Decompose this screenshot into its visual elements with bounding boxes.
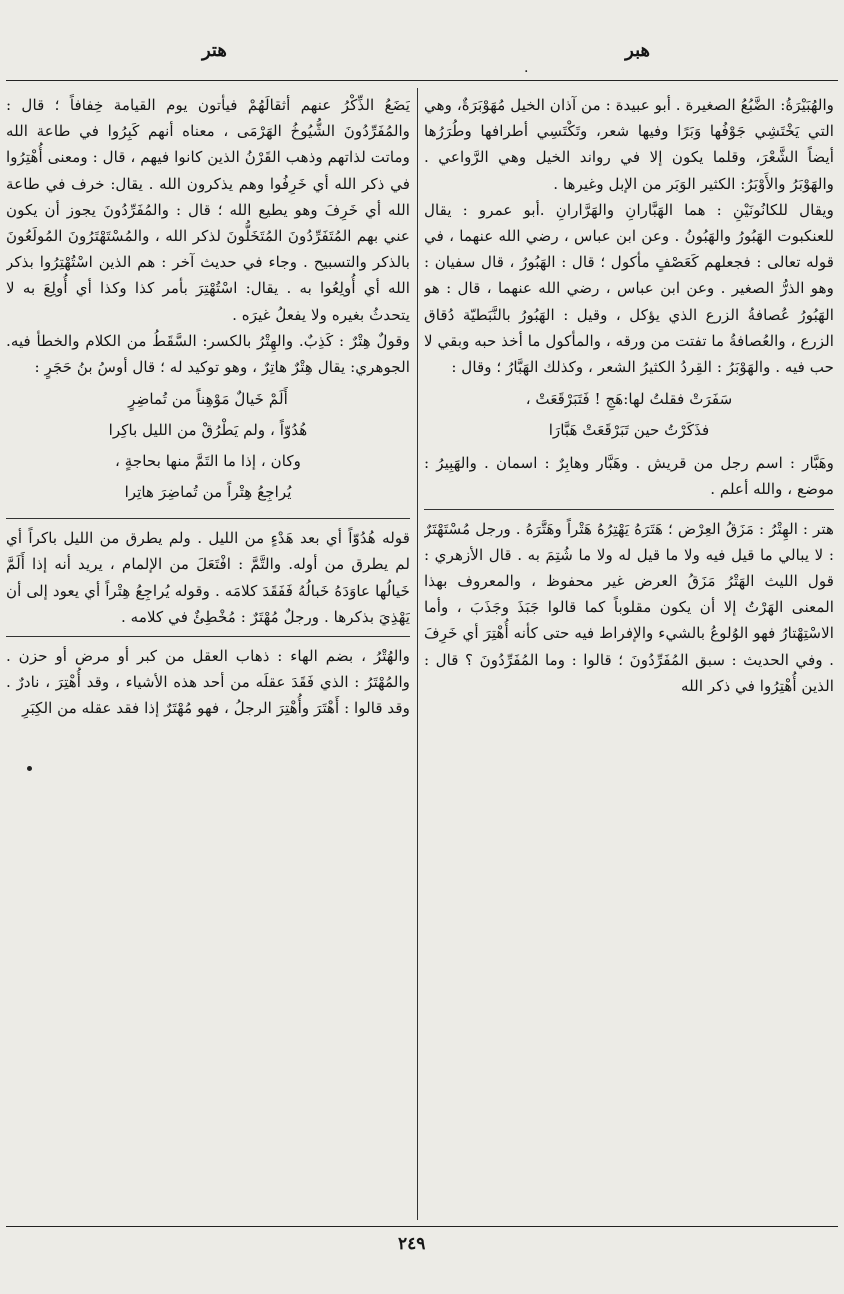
right-column [424, 92, 834, 1220]
left-column [6, 92, 410, 1220]
verse-block [6, 380, 410, 512]
entry-paragraph: هتر : الهِتْرُ : مَزَقُ العِرْض ؛ هَتَرَهُ يَهْتِرُهُ هَتْراً وهَتَّرَهُ . ورجل مُسْتَهْتَرٌ : لا يبالي ما قيل فيه ولا ما قيل له ولا ما شُتِمَ به . قال الأزهري : قول الليث الهَتْرُ مَزَقُ العرض غير محفوظ ، والمعروف بهذا المعنى الهَرْتُ إلا أن يكون مقلوباً كما قالوا جَبَذَ وجَذَبَ ، وأما الاسْتِهْتارُ فهو الوُلوعُ بالشيء والإفراط فيه حتى كأنه أُهْتِرَ أي خَرِفَ . وفي الحديث : سبق المُفَرِّدُونَ ؛ قالوا : وما المُفَرِّدُونَ ؟ قال : الذين أُهْتِرُوا في ذكر الله [424, 519, 834, 695]
running-head-mark: . [524, 60, 529, 76]
entry-paragraph: يَضَعُ الذِّكْرُ عنهم أثقالَهُمْ فيأتون يوم القيامة خِفافاً ؛ قال : والمُفَرِّدُونَ الشُّيُوخُ الهَرْمَى ، معناه أنهم كَبِرُوا في طاعة الله وماتت لذاتهم وذهب القَرْنُ الذين كانوا فيهم ، قال : ومعنى أُهْتِرُوا في ذكر الله أي خَرِفُوا وهم يذكرون الله . يقال: خرف في طاعة الله أي خَرِفَ وهو يطيع الله ؛ قال : والمُفَرِّدُونَ يجوز أن يكون عني بهم المُتَفَرِّدُونَ المُتَخَلُّونَ لذكر الله ، والمُسْتَهْتَرُونَ المُولَعُونَ بالذكر والتسبيح . وجاء في حديث آخر : هم الذين اسْتُهْتِرُوا بذكر الله أي أُولِعُوا به . يقال: اسْتُهْتِرَ بأمر كذا وكذا أي أُولِعَ به لا يتحدثُ بغيره ولا يفعلُ غيرَه . [6, 96, 410, 324]
footer-rule [6, 1226, 838, 1227]
verse-line: سَفَرَتْ فقلتُ لها:هَجِ ! فَتَبَرْقَعَتْ ، [525, 390, 733, 409]
entry-separator [6, 636, 410, 637]
entry-paragraph: ويقال للكانُونَيْنِ : هما الهَبَّارانِ والهَرَّارانِ .أبو عمرو : يقال للعنكبوت الهَبُورُ والهَبُونُ . وعن ابن عباس ، رضي الله عنهما ، في قوله تعالى : فجعلهم كَعَصْفٍ مأكول ؛ قال : الهَبُورُ ، قال سفيان : وهو الذرُّ الصغير . وعن ابن عباس ، رضي الله عنهما ، قال : هو الهَبُورُ عُصافةُ الزرع الذي يؤكل ، وقيل : الهَبُورُ بالنَّبَطيّة دُقاق الزرع ، والعُصافةُ ما تفتت من ورقه ، والمأكول ما أخذ حبه وبقي لا حب فيه . والهَوْبَرُ : القِردُ الكثيرُ الشعر ، وكذلك الهَبَّارُ ؛ وقال : [424, 200, 834, 377]
entry-paragraph: وقولٌ هِتْرٌ : كَذِبٌ. والهِتْرُ بالكسر: السَّقَطُ من الكلام والخطأ فيه. الجوهري: يقال هِتْرٌ هاتِرٌ ، وهو توكيد له ؛ قال أوسُ بنُ حَجَرٍ : [6, 331, 410, 377]
verse-line: هُدُوّاً ، ولم يَطْرُقْ من الليل باكِرا [108, 421, 308, 440]
entry-paragraph: قوله هُدُوّاً أي بعد هَدْءٍ من الليل . ولم يطرق من الليل باكراً أي لم يطرق من أوله. والتَّمَّ : افْتَعَلَ من الإلمام ، يريد أنه إذا أَلَمَّ خَيالُها عاوَدَهُ خَبالُهُ فَفَقَدَ كلامَه . وقوله يُراجِعُ هِتْراً أي يعود إلى أن يَهْذِيَ بذكرها . ورجلٌ مُهْتَرٌ : مُخْطِئٌ في كلامه . [6, 529, 410, 626]
page-number: ٢٤٩ [398, 1234, 426, 1254]
running-head-left: هتر [202, 40, 227, 61]
entry-separator [424, 509, 834, 510]
header-rule [6, 80, 838, 81]
ink-dot [27, 766, 32, 771]
verse-line: أَلَمْ خَيالٌ مَوْهِناً من تُماضِرٍ [128, 390, 288, 409]
column-divider [417, 88, 418, 1220]
verse-line: فذَكَرْتُ حين تَبَرْقَعَتْ هَبَّارَا [548, 421, 710, 440]
entry-paragraph: والهُتْرُ ، بضم الهاء : ذهاب العقل من كبر أو مرض أو حزن . والمُهْتَرُ : الذي فَقَدَ عقلَه من أحد هذه الأشياء ، وقد أُهْتِرَ ، نادرٌ . وقد قالوا : أَهْتَرَ وأُهْتِرَ الرجلُ ، فهو مُهْتَرٌ إذا فقد عقله من الكِبَرِ [6, 647, 410, 718]
verse-block [424, 380, 834, 450]
running-head-right: هبر [625, 40, 650, 61]
entry-separator [6, 518, 410, 519]
verse-line: وكان ، إذا ما التَمَّ منها بحاجةٍ ، [115, 452, 301, 471]
entry-paragraph: والهُبَيْرَةُ: الضَّبُعُ الصغيرة . أبو عبيدة : من آذان الخيل مُهَوْبَرَةٌ، وهي التي يَخْتَشِي جَوْفُها وَبَرًا وفيها شعر، وتَكْتَسِي أطرافها وطُرَرُها أيضاً الشَّعْرَ، وقلما يكون إلا في رواند الخيل وهي الرَّواعي . والهَوْبَرُ والأَوْبَرُ: الكثير الوَبَر من الإبل وغيرها . [424, 96, 834, 193]
verse-line: يُراجِعُ هِتْراً من تُماضِرَ هاتِرا [124, 483, 292, 502]
entry-paragraph: وهَبَّار : اسم رجل من قريش . وهَبَّار وهابِرٌ : اسمان . والهَبِيرُ : موضع ، والله أعلم . [424, 454, 834, 499]
